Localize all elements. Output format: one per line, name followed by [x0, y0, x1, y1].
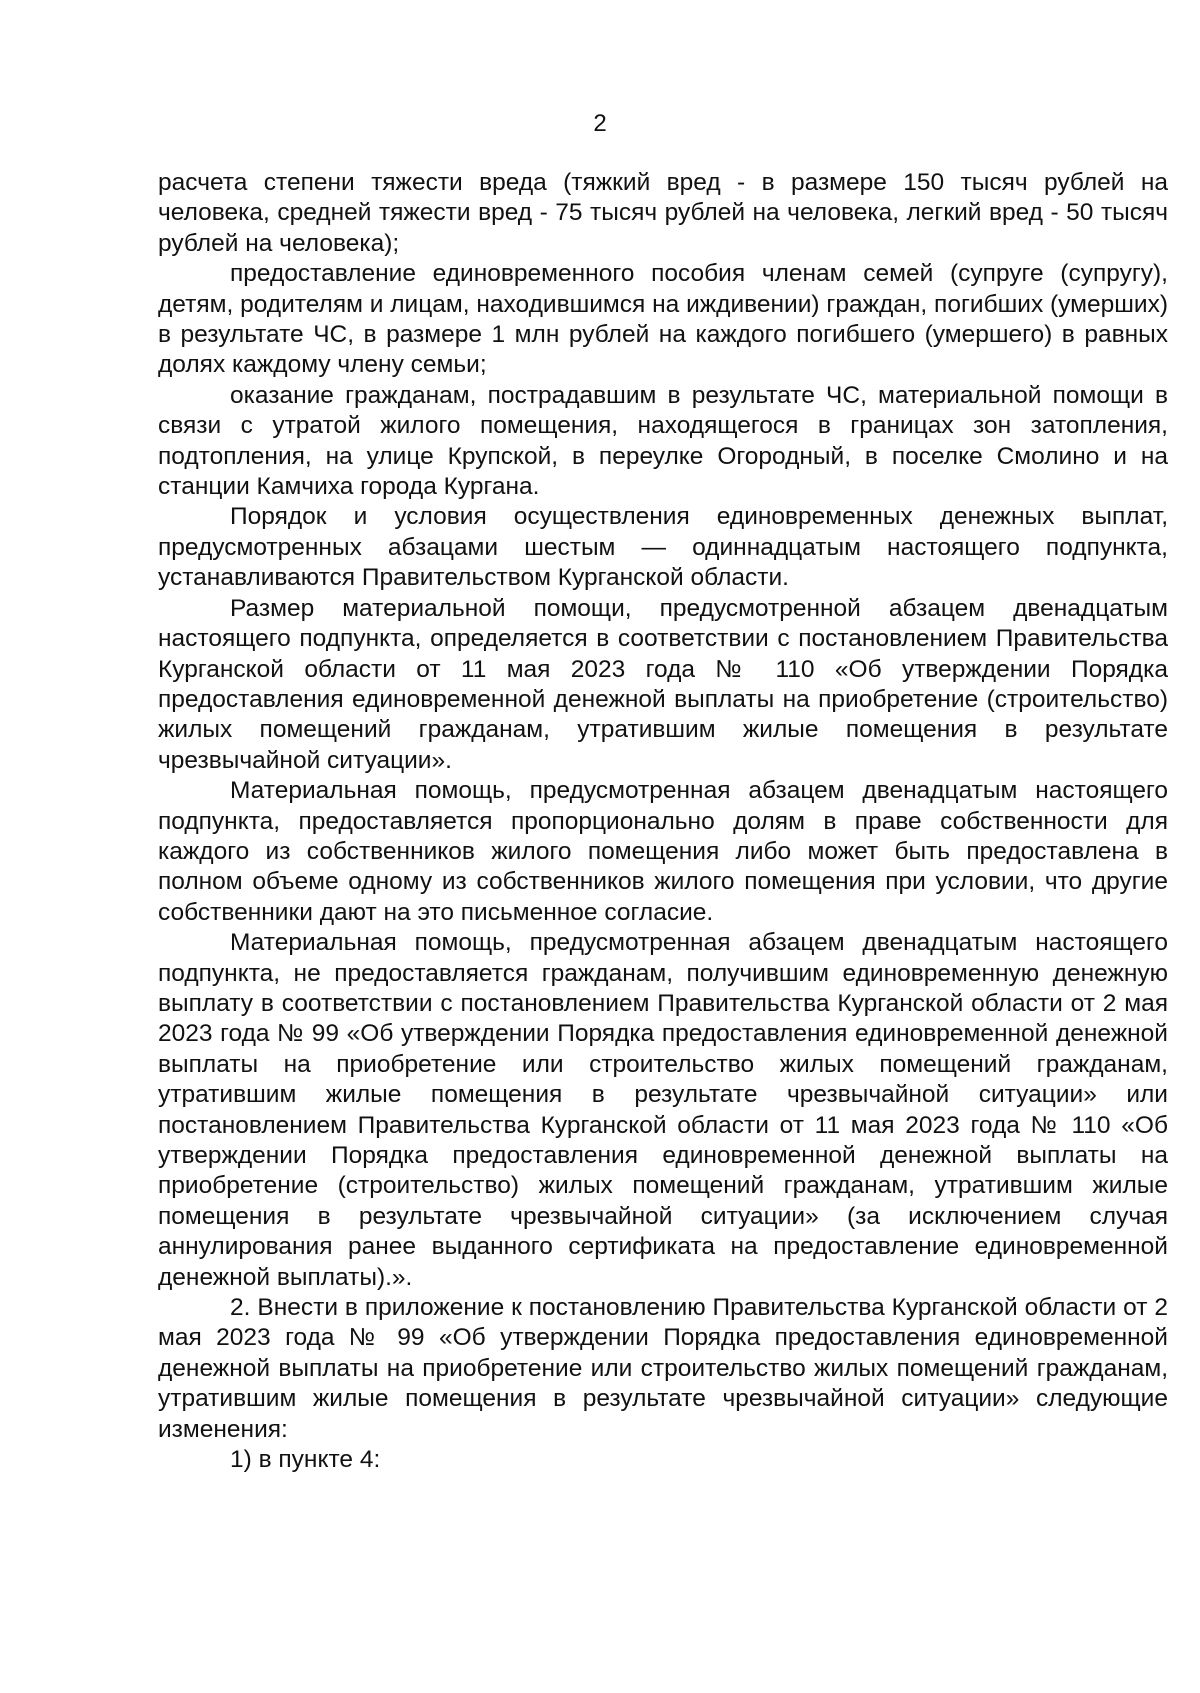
paragraph-harm-compensation: расчета степени тяжести вреда (тяжкий вред - в размере 150 тысяч рублей на человека, средней тяжести вред - 75 тысяч рублей на человека, легкий вред - 50 тысяч рублей на человека); — [158, 169, 1168, 257]
paragraph-payment-procedure: Порядок и условия осуществления единовременных денежных выплат, предусмотренных абзацами шестым — одиннадцатым настоящего подпункта, устанавливаются Правительством Курганской области. — [158, 503, 1168, 592]
paragraph-aid-shares: Материальная помощь, предусмотренная абзацем двенадцатым настоящего подпункта, предоставляется пропорционально долям в праве собственности для каждого из собственников жилого помещения либо может быть предоставлена в полном объеме одному из собственников жилого помещения при условии, что другие собственники дают на это письменное согласие. — [158, 777, 1168, 926]
paragraph-housing-loss-aid: оказание гражданам, пострадавшим в результате ЧС, материальной помощи в связи с утратой жилого помещения, находящегося в границах зон затопления, подтопления, на улице Крупской, в переулке Огородный, в поселке Смолино и на станции Камчиха города Кургана. — [158, 381, 1168, 501]
paragraph-aid-exclusion: Материальная помощь, предусмотренная абзацем двенадцатым настоящего подпункта, не предоставляется гражданам, получившим единовременную денежную выплату в соответствии с постановлением Правительства Курганской области от 2 мая 2023 года № 99 «Об утверждении Порядка предоставления единовременной денежной выплаты на приобретение или строительство жилых помещений гражданам, утратившим жилые помещения в результате чрезвычайной ситуации» или постановлением Правительства Курганской области от 11 мая 2023 года № 110 «Об утверждении Порядка предоставления единовременной денежной выплаты на приобретение (строительство) жилых помещений гражданам, утратившим жилые помещения в результате чрезвычайной ситуации» (за исключением случая аннулирования ранее выданного сертификата на предоставление единовременной денежной выплаты).». — [158, 929, 1168, 1291]
paragraph-aid-amount: Размер материальной помощи, предусмотренной абзацем двенадцатым настоящего подпункта, определяется в соответствии с постановлением Правительства Курганской области от 11 мая 2023 года № 110 «Об утверждении Порядка предоставления единовременной денежной выплаты на приобретение (строительство) жилых помещений гражданам, утратившим жилые помещения в результате чрезвычайной ситуации». — [158, 594, 1168, 774]
paragraph-amendment-2: 2. Внести в приложение к постановлению Правительства Курганской области от 2 мая 2023 года № 99 «Об утверждении Порядка предоставления единовременной денежной выплаты на приобретение или строительство жилых помещений гражданам, утратившим жилые помещения в результате чрезвычайной ситуации» следующие изменения: — [158, 1294, 1168, 1443]
paragraph-item-4: 1) в пункте 4: — [230, 1446, 381, 1474]
page-number: 2 — [593, 110, 607, 137]
paragraph-family-allowance: предоставление единовременного пособия членам семей (супруге (супругу), детям, родителям и лицам, находившимся на иждивении) граждан, погибших (умерших) в результате ЧС, в размере 1 млн рублей на каждого погибшего (умершего) в равных долях каждому члену семьи; — [158, 260, 1168, 379]
document-body — [158, 168, 1168, 1475]
